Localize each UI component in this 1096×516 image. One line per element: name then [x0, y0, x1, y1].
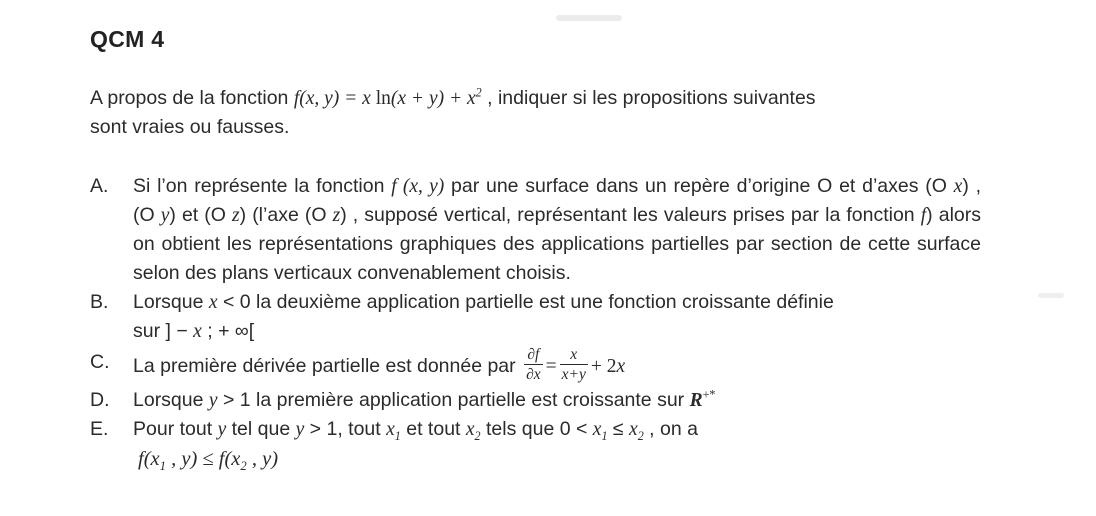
- inequality-formula: [138, 444, 278, 474]
- proposition-b-text: [133, 288, 981, 346]
- intro-paragraph: [90, 84, 1020, 142]
- math-run: , y): [246, 447, 279, 470]
- proposition-b-label: B.: [90, 291, 109, 313]
- proposition-a-label: A.: [90, 175, 109, 197]
- intro-math-argument: (x + y) + x: [390, 88, 476, 109]
- text-run: Lorsque: [133, 291, 209, 313]
- proposition-c-text: [133, 348, 981, 386]
- subscript-run: 2: [240, 458, 247, 473]
- text-run: ≤: [607, 417, 630, 440]
- math-run: , y) ≤ f(x: [165, 447, 241, 470]
- proposition-e-label: E.: [90, 417, 109, 440]
- text-run: ) alors on obtient les représentations graphiques des applications partielles par section de cette surface selon des plans verticaux convenablement choisis.: [133, 204, 981, 284]
- proposition-c: [90, 348, 1008, 386]
- proposition-d: [90, 386, 1008, 415]
- text-run: < 0 la deuxième application partielle est une fonction croissante définie: [217, 291, 834, 313]
- proposition-e: [90, 415, 1008, 474]
- scan-artifact: [556, 15, 622, 21]
- equals-sign: =: [545, 355, 557, 377]
- intro-text-2: , indiquer si les propositions suivantes: [481, 87, 816, 109]
- math-run: f(x: [138, 447, 160, 470]
- subscript-run: 2: [637, 428, 644, 443]
- fraction-numerator: ∂f: [527, 346, 540, 363]
- math-run: y: [295, 418, 305, 440]
- text-run: ) , (O: [133, 175, 982, 226]
- math-run: f: [920, 205, 927, 226]
- subscript-run: 1: [394, 428, 401, 443]
- text-run: ) et (O: [169, 204, 233, 226]
- math-run: x: [629, 418, 638, 440]
- text-run: tels que 0 <: [480, 417, 593, 440]
- proposition-d-text: [133, 386, 981, 415]
- quotient-fraction: [560, 346, 588, 384]
- math-run: x: [465, 418, 475, 440]
- page-title: QCM 4: [90, 26, 165, 52]
- fraction-numerator: x: [570, 346, 578, 363]
- proposition-b: [90, 288, 1008, 346]
- proposition-c-label: C.: [90, 351, 110, 373]
- partial-derivative-fraction: [524, 346, 543, 384]
- fraction-denominator: x+y: [561, 365, 586, 383]
- proposition-a-text: [133, 172, 981, 288]
- scan-artifact: [1038, 293, 1064, 298]
- math-run: x: [953, 176, 963, 197]
- text-run: Si l’on représente la fonction: [133, 175, 392, 197]
- text-run: Lorsque: [133, 388, 209, 411]
- intro-text-1: A propos de la fonction: [90, 87, 294, 109]
- text-run: ) (l’axe (O: [239, 204, 333, 226]
- text-run: et tout: [400, 417, 466, 440]
- real-numbers-symbol: R: [689, 389, 703, 411]
- math-run: x: [592, 418, 602, 440]
- proposition-e-text: [133, 415, 981, 474]
- text-run: tel que: [226, 417, 296, 440]
- math-run: y: [217, 418, 227, 440]
- text-run: ; + ∞[: [201, 320, 255, 342]
- math-run: x: [208, 292, 218, 313]
- text-run: ) , supposé vertical, représentant les valeurs prises par la fonction: [340, 204, 921, 226]
- text-run: > 1, tout: [304, 417, 387, 440]
- intro-math-ln: ln: [375, 88, 391, 109]
- math-run: z: [232, 205, 240, 226]
- text-run: La première dérivée partielle est donnée par: [133, 354, 522, 377]
- subscript-run: 2: [474, 428, 481, 443]
- intro-math-function: f(x, y) = x: [293, 88, 376, 109]
- math-run: y: [160, 205, 170, 226]
- intro-text-3: sont vraies ou fausses.: [90, 116, 290, 138]
- subscript-run: 1: [159, 458, 166, 473]
- math-run: x: [386, 418, 395, 440]
- intro-math-exponent: 2: [475, 85, 482, 100]
- text-run: , on a: [643, 417, 698, 440]
- superscript-run: +*: [702, 387, 716, 402]
- math-run: x: [616, 355, 626, 377]
- proposition-d-label: D.: [90, 388, 110, 411]
- subscript-run: 1: [601, 428, 608, 443]
- math-run: y: [208, 389, 218, 411]
- text-run: + 2: [590, 355, 617, 377]
- math-run: z: [332, 205, 341, 226]
- proposition-a: [90, 172, 1008, 288]
- text-run: Pour tout: [133, 417, 218, 440]
- math-run: x: [193, 321, 202, 342]
- fraction-denominator: ∂x: [526, 365, 541, 383]
- text-run: > 1 la première application partielle est croissante sur: [217, 388, 690, 411]
- proposition-list: [90, 172, 1008, 474]
- math-run: f (x, y): [391, 176, 445, 197]
- text-run: par une surface dans un repère d’origine O et d’axes (O: [444, 175, 954, 197]
- text-run: sur ] −: [133, 320, 194, 342]
